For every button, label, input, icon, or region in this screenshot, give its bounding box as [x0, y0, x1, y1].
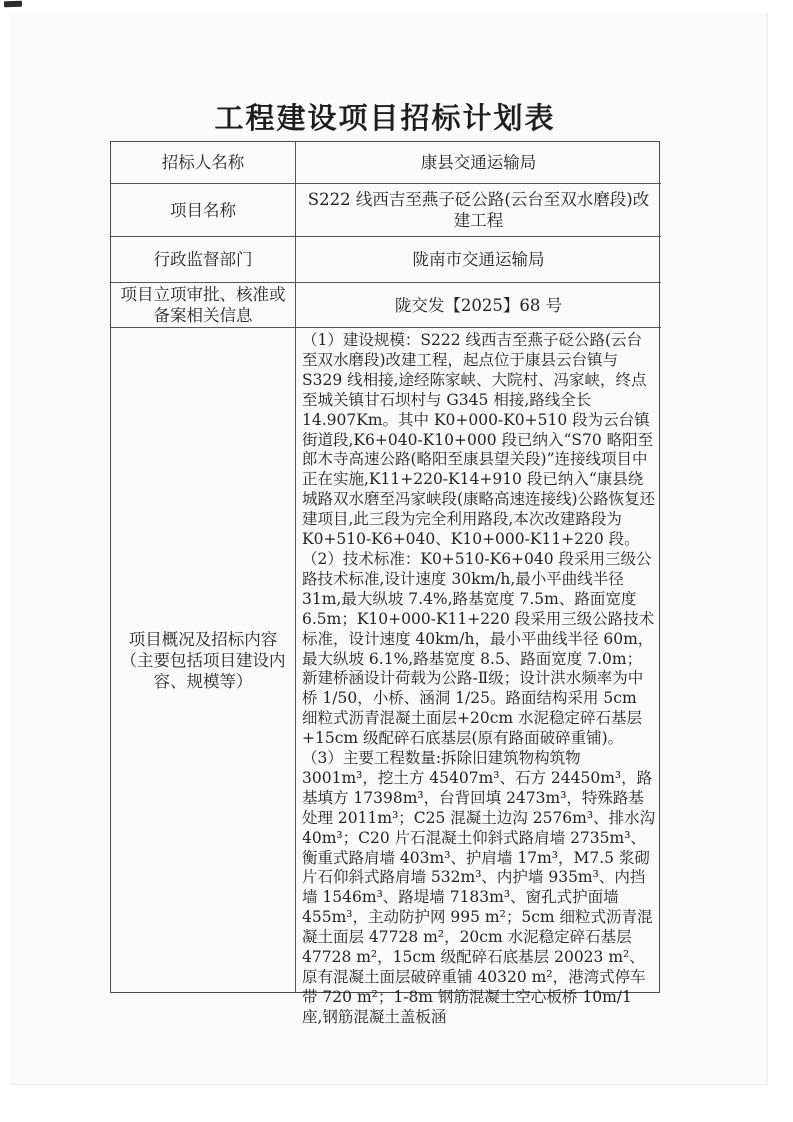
bidder-name-value: 康县交通运输局 [296, 142, 661, 184]
approval-info-value: 陇交发【2025】68 号 [296, 283, 661, 328]
supervising-department-label: 行政监督部门 [111, 237, 296, 283]
bidding-plan-table [110, 141, 660, 1026]
project-name-value: S222 线西吉至燕子砭公路(云台至双水磨段)改建工程 [296, 184, 661, 237]
project-overview-content [296, 328, 661, 1026]
overview-paragraph-scale: （1）建设规模：S222 线西吉至燕子砭公路(云台至双水磨段)改建工程，起点位于康县云台镇与 S329 线相接,途经陈家峡、大院村、冯家峡，终点至城关镇甘石坝村与 G345 相接,路线全长 14.907Km。其中 K0+000-K0+510 段为云台镇街道段,K6+040-K10+000 段已纳入“S70 略阳至郎木寺高速公路(略阳至康县望关段)”连接线项目中正在实施,K11+220-K14+910 段已纳入“康县绕城路双水磨至冯家峡段(康略高速连接线)公路恢复还建项目,此三段为完全利用路段,本次改建路段为 K0+510-K6+040、K10+000-K11+220 段。 [302, 331, 656, 549]
overview-paragraph-standards: （2）技术标准：K0+510-K6+040 段采用三级公路技术标准,设计速度 30km/h,最小平曲线半径 31m,最大纵坡 7.4%,路基宽度 7.5m、路面宽度 6.5m；K10+000-K11+220 段采用三级公路技术标准，设计速度 40km/h，最小平曲线半径 60m，最大纵坡 6.1%,路基宽度 8.5、路面宽度 7.0m；新建桥涵设计荷载为公路-Ⅱ级；设计洪水频率为中桥 1/50，小桥、涵洞 1/25。路面结构采用 5cm 细粒式沥青混凝土面层+20cm 水泥稳定碎石基层+15cm 级配碎石底基层(原有路面破碎重铺)。 [302, 549, 655, 748]
bidder-name-label: 招标人名称 [111, 142, 296, 184]
page-title: 工程建设项目招标计划表 [214, 101, 556, 135]
overview-paragraph-quantities: （3）主要工程数量:拆除旧建筑物构筑物 3001m³，挖土方 45407m³、石方 24450m³，路基填方 17398m³，台背回填 2473m³，特殊路基处理 2011m³；C25 混凝土边沟 2576m³、排水沟 40m³；C20 片石混凝土仰斜式路肩墙 2735m³、衡重式路肩墙 403m³、护肩墙 17m³，M7.5 浆砌片石仰斜式路肩墙 532m³、内护墙 935m³、内挡墙 1546m³、路堤墙 7183m³、窗孔式护面墙 455m³，主动防护网 995 m²；5cm 细粒式沥青混凝土面层 47728 m²，20cm 水泥稳定碎石基层 47728 m²，15cm 级配碎石底基层 20023 m²、原有混凝土面层破碎重铺 40320 m²，港湾式停车带 720 m²；1-8m 钢筋混凝土空心板桥 10m/1 座,钢筋混凝土盖板涵 [302, 749, 656, 1026]
supervising-department-value: 陇南市交通运输局 [296, 237, 661, 283]
approval-info-label: 项目立项审批、核准或备案相关信息 [111, 283, 296, 328]
scan-artifact-mark [4, 1, 22, 8]
project-name-label: 项目名称 [111, 184, 296, 237]
project-overview-label: 项目概况及招标内容（主要包括项目建设内容、规模等） [111, 328, 296, 992]
